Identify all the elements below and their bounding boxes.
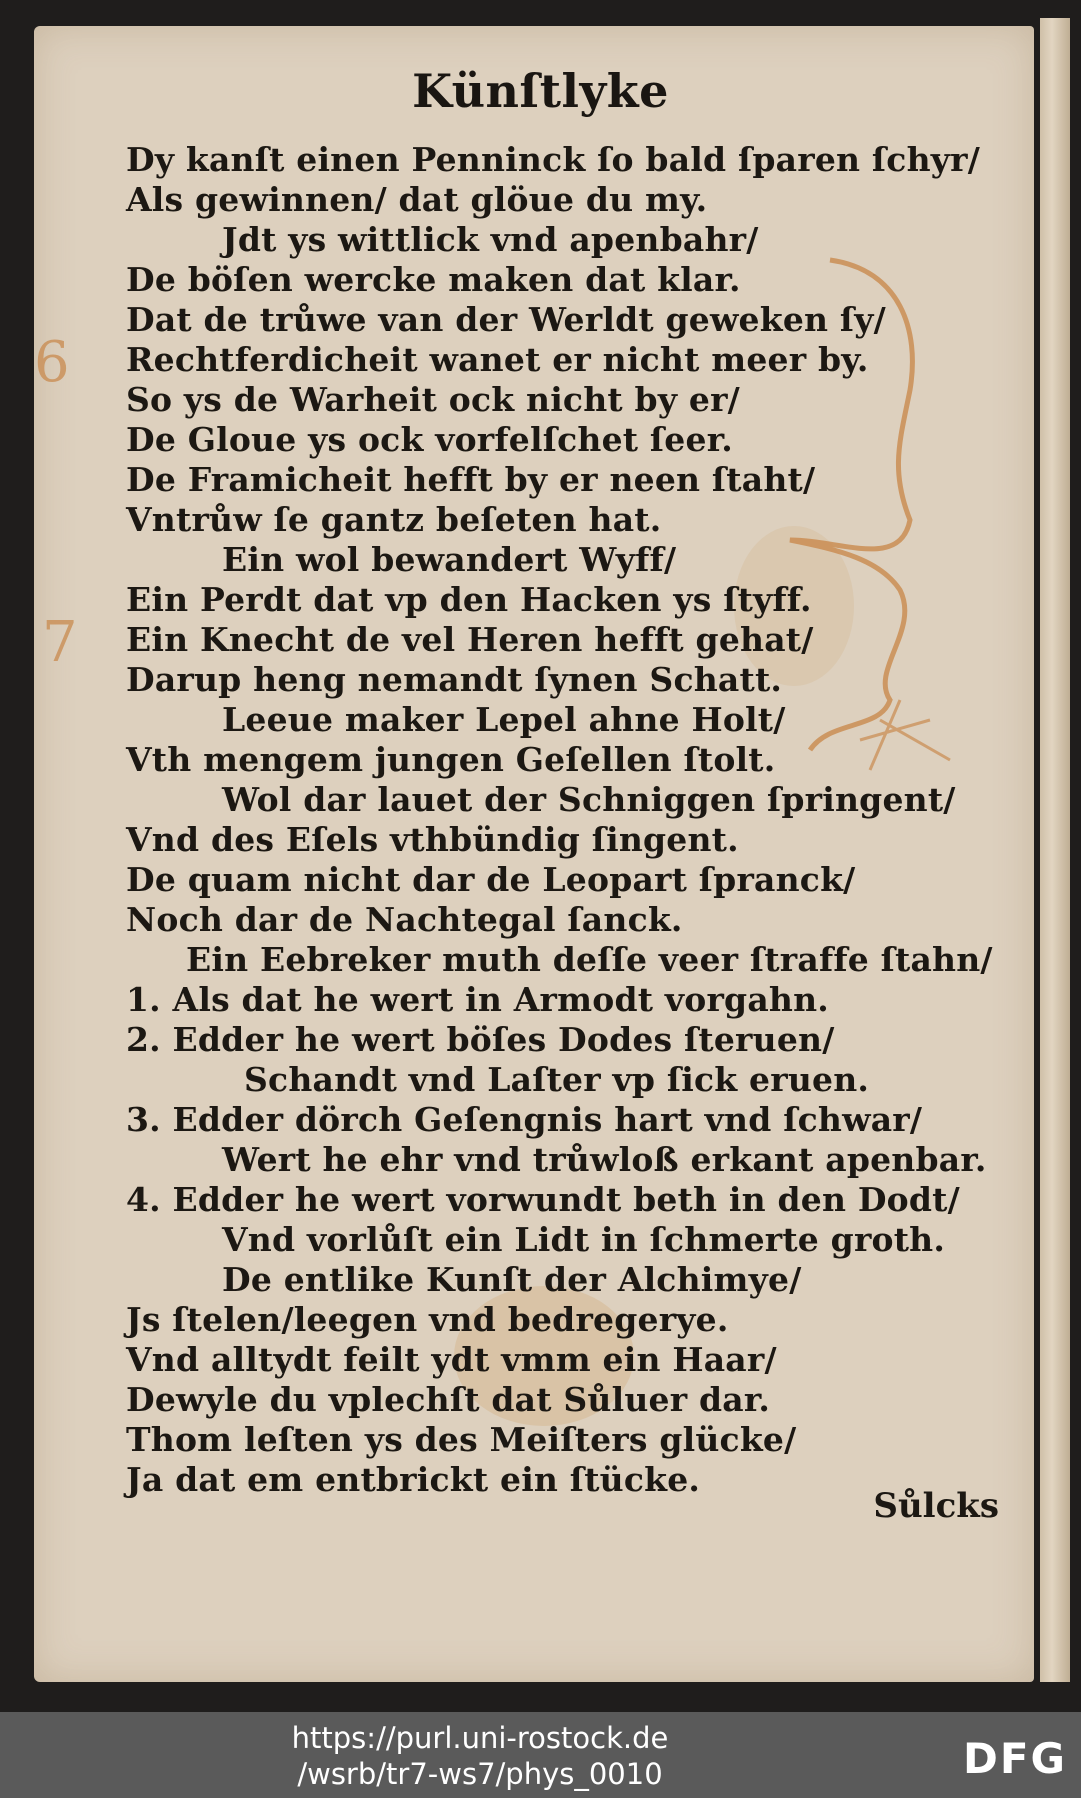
text-line: De Framicheit hefft by er neen ſtaht/	[126, 460, 816, 499]
text-line: 2. Edder he wert böſes Dodes ſteruen/	[126, 1020, 835, 1059]
text-line: Wert he ehr vnd trůwloß erkant apenbar.	[222, 1140, 987, 1179]
text-line: So ys de Warheit ock nicht by er/	[126, 380, 740, 419]
text-line: 4. Edder he wert vorwundt beth in den Dodt/	[126, 1180, 960, 1219]
text-line: Dat de trůwe van der Werldt geweken ſy/	[126, 300, 886, 339]
text-line: 1. Als dat he wert in Armodt vorgahn.	[126, 980, 829, 1019]
text-line: Vntrůw ſe gantz beſeten hat.	[126, 500, 662, 539]
text-line: Dewyle du vplechſt dat Sůluer dar.	[126, 1380, 771, 1419]
text-line: Thom leſten ys des Meiſters glücke/	[126, 1420, 797, 1459]
text-line: Vnd des Eſels vthbündig ſingent.	[126, 820, 739, 859]
text-line: Vnd alltydt feilt ydt vmm ein Haar/	[126, 1340, 777, 1379]
url-line-1[interactable]: https://purl.uni-rostock.de	[291, 1721, 669, 1755]
text-line: 3. Edder dörch Geſengnis hart vnd ſchwar/	[126, 1100, 923, 1139]
margin-mark-7: 7	[42, 610, 78, 675]
text-line: De Gloue ys ock vorfelſchet ſeer.	[126, 420, 733, 459]
text-line: Ja dat em entbrickt ein ſtücke.	[126, 1460, 701, 1499]
text-line: De böſen wercke maken dat klar.	[126, 260, 741, 299]
text-line: Rechtferdicheit wanet er nicht meer by.	[126, 340, 869, 379]
text-line: Noch dar de Nachtegal ſanck.	[126, 900, 683, 939]
page-heading: Künſtlyke	[412, 64, 669, 118]
text-line: Schandt vnd Laſter vp ſick eruen.	[244, 1060, 870, 1099]
catchword: Sůlcks	[873, 1486, 999, 1526]
text-line: Als gewinnen/ dat glöue du my.	[126, 180, 708, 219]
page-edge	[1040, 18, 1070, 1682]
text-line: Leeue maker Lepel ahne Holt/	[222, 700, 786, 739]
text-line: Darup heng nemandt ſynen Schatt.	[126, 660, 783, 699]
margin-mark-6: 6	[34, 330, 70, 395]
text-line: Dy kanſt einen Penninck ſo bald ſparen ſchyr/	[126, 140, 980, 179]
text-line: De quam nicht dar de Leopart ſpranck/	[126, 860, 856, 899]
text-line: Vnd vorlůſt ein Lidt in ſchmerte groth.	[222, 1220, 946, 1259]
dfg-logo: DFG	[962, 1734, 1067, 1783]
text-line: Js ſtelen/leegen vnd bedregerye.	[126, 1300, 729, 1339]
text-line: Ein Knecht de vel Heren hefft gehat/	[126, 620, 814, 659]
text-line: Ein Eebreker muth deſſe veer ſtraffe ſtahn/	[186, 940, 993, 979]
text-line: De entlike Kunſt der Alchimye/	[222, 1260, 802, 1299]
text-line: Ein Perdt dat vp den Hacken ys ſtyff.	[126, 580, 812, 619]
text-line: Ein wol bewandert Wyff/	[222, 540, 677, 579]
url-line-2[interactable]: /wsrb/tr7-ws7/phys_0010	[297, 1757, 663, 1791]
text-line: Vth mengem jungen Geſellen ſtolt.	[126, 740, 776, 779]
text-line: Wol dar lauet der Schniggen ſpringent/	[222, 780, 956, 819]
text-line: Jdt ys wittlick vnd apenbahr/	[222, 220, 759, 259]
